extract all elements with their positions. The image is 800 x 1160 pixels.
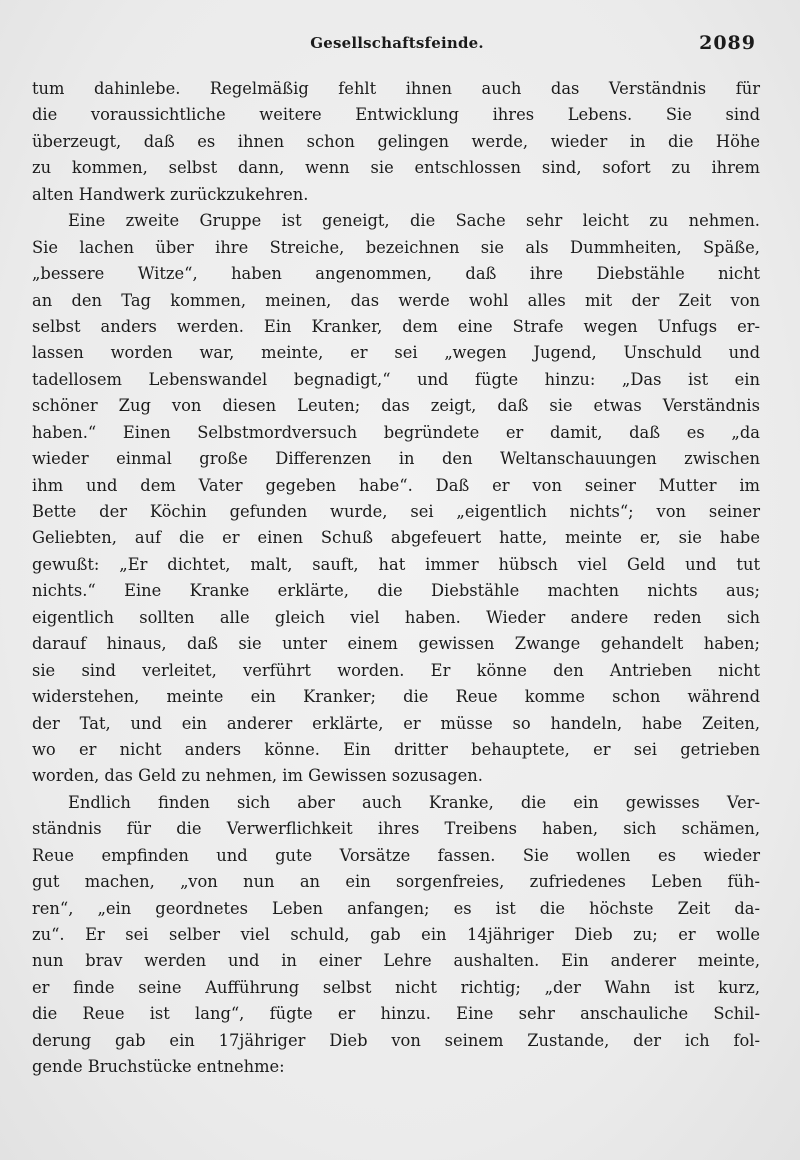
text-line: derung gab ein 17jähriger Dieb von seinem Zustande, der ich fol- (32, 1030, 760, 1050)
text-line: gende Bruchstücke entnehme: (32, 1057, 285, 1077)
text-line: Eine zweite Gruppe ist geneigt, die Sache sehr leicht zu nehmen. (68, 211, 760, 231)
text-line: an den Tag kommen, meinen, das werde wohl alles mit der Zeit von (32, 290, 760, 310)
text-line: wieder einmal große Differenzen in den Weltanschauungen zwischen (32, 449, 760, 469)
text-line: gut machen, „von nun an ein sorgenfreies, zufriedenes Leben füh- (32, 872, 760, 892)
text-line: alten Handwerk zurückzukehren. (32, 184, 309, 204)
text-line: worden, das Geld zu nehmen, im Gewissen sozusagen. (32, 766, 483, 786)
text-line: die Reue ist lang“, fügte er hinzu. Eine sehr anschauliche Schil- (32, 1004, 760, 1024)
text-line: eigentlich sollten alle gleich viel haben. Wieder andere reden sich (32, 607, 760, 627)
text-line: sie sind verleitet, verführt worden. Er könne den Antrieben nicht (32, 660, 760, 680)
text-line: „bessere Witze“, haben angenommen, daß ihre Diebstähle nicht (32, 264, 760, 284)
text-line: darauf hinaus, daß sie unter einem gewissen Zwange gehandelt haben; (32, 634, 760, 654)
body-text (32, 76, 760, 1081)
text-line: überzeugt, daß es ihnen schon gelingen werde, wieder in die Höhe (32, 131, 760, 151)
text-line: selbst anders werden. Ein Kranker, dem eine Strafe wegen Unfugs er- (32, 316, 760, 336)
text-line: Sie lachen über ihre Streiche, bezeichnen sie als Dummheiten, Späße, (32, 237, 760, 257)
text-line: lassen worden war, meinte, er sei „wegen Jugend, Unschuld und (32, 343, 760, 363)
text-line: der Tat, und ein anderer erklärte, er müsse so handeln, habe Zeiten, (32, 713, 760, 733)
text-line: gewußt: „Er dichtet, malt, sauft, hat immer hübsch viel Geld und tut (32, 554, 760, 574)
text-line: schöner Zug von diesen Leuten; das zeigt, daß sie etwas Verständnis (32, 396, 760, 416)
text-line: Endlich finden sich aber auch Kranke, die ein gewisses Ver- (68, 792, 760, 812)
text-line: nichts.“ Eine Kranke erklärte, die Diebstähle machten nichts aus; (32, 581, 760, 601)
text-line: tadellosem Lebenswandel begnadigt,“ und fügte hinzu: „Das ist ein (32, 369, 760, 389)
text-line: nun brav werden und in einer Lehre aushalten. Ein anderer meinte, (32, 951, 760, 971)
text-line: Geliebten, auf die er einen Schuß abgefeuert hatte, meinte er, sie habe (32, 528, 760, 548)
running-header (32, 34, 762, 58)
page-number: 2089 (699, 32, 756, 54)
text-line: widerstehen, meinte ein Kranker; die Reue komme schon während (32, 687, 760, 707)
text-line: er finde seine Aufführung selbst nicht richtig; „der Wahn ist kurz, (32, 977, 760, 997)
text-line: zu kommen, selbst dann, wenn sie entschlossen sind, sofort zu ihrem (32, 158, 760, 178)
text-line: Bette der Köchin gefunden wurde, sei „eigentlich nichts“; von seiner (32, 502, 760, 521)
text-line: wo er nicht anders könne. Ein dritter behauptete, er sei getrieben (32, 739, 760, 759)
text-line: ren“, „ein geordnetes Leben anfangen; es ist die höchste Zeit da- (32, 898, 760, 918)
text-line: haben.“ Einen Selbstmordversuch begründete er damit, daß es „da (32, 422, 760, 442)
text-line: tum dahinlebe. Regelmäßig fehlt ihnen auch das Verständnis für (32, 79, 760, 98)
text-line: zu“. Er sei selber viel schuld, gab ein 14jähriger Dieb zu; er wolle (32, 925, 760, 944)
running-title: Gesellschaftsfeinde. (310, 34, 484, 52)
text-line: Reue empfinden und gute Vorsätze fassen. Sie wollen es wieder (32, 845, 760, 865)
text-line: ständnis für die Verwerflichkeit ihres Treibens haben, sich schämen, (32, 819, 760, 839)
text-line: ihm und dem Vater gegeben habe“. Daß er von seiner Mutter im (32, 475, 760, 495)
text-line: die voraussichtliche weitere Entwicklung ihres Lebens. Sie sind (32, 105, 760, 125)
